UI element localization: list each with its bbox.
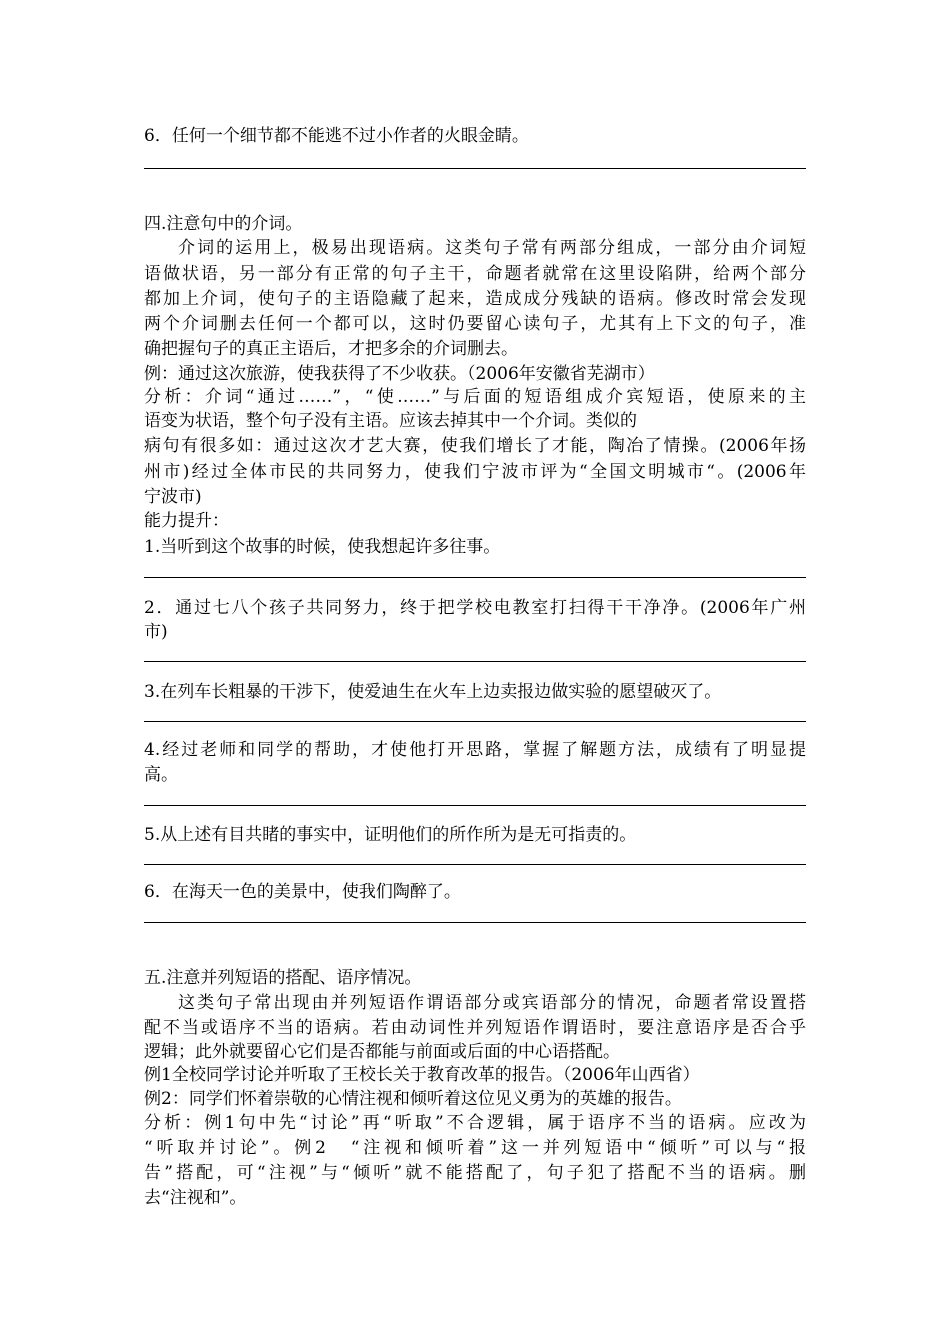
section-4-intro-line: 确把握句子的真正主语后，才把多余的介词删去。 (144, 339, 518, 359)
section-5-analysis-line: 分析：例1句中先“讨论”再“听取”不合逻辑，属于语序不当的语病。应改为 (144, 1113, 806, 1133)
section-5-example-1: 例1全校同学讨论并听取了王校长关于教育改革的报告。（2006年山西省） (144, 1065, 700, 1085)
answer-line (144, 661, 806, 662)
answer-line (144, 721, 806, 722)
answer-line (144, 577, 806, 578)
answer-line (144, 168, 806, 169)
answer-line (144, 922, 806, 923)
practice-question-5: 5.从上述有目共睹的事实中，证明他们的所作所为是无可指责的。 (144, 825, 637, 845)
section-4-intro-line: 都加上介词，使句子的主语隐藏了起来，造成成分残缺的语病。修改时常会发现 (144, 289, 806, 309)
section-5-analysis-line: “听取并讨论”。例2 “注视和倾听着”这一并列短语中“倾听”可以与“报 (144, 1138, 806, 1158)
section-5-analysis-line: 告”搭配，可“注视”与“倾听”就不能搭配了，句子犯了搭配不当的语病。删 (144, 1163, 806, 1183)
answer-line (144, 864, 806, 865)
section-5-example-2: 例2：同学们怀着崇敬的心情注视和倾听着这位见义勇为的英雄的报告。 (144, 1089, 682, 1109)
section-4-intro-line: 介词的运用上，极易出现语病。这类句子常有两部分组成，一部分由介词短 (178, 238, 806, 258)
section-5-intro-line: 逻辑；此外就要留心它们是否都能与前面或后面的中心语搭配。 (144, 1042, 620, 1062)
practice-question-4: 4.经过老师和同学的帮助，才使他打开思路，掌握了解题方法，成绩有了明显提 (144, 740, 806, 760)
practice-question-4-cont: 高。 (144, 765, 178, 785)
section-4-intro-line: 两个介词删去任何一个都可以，这时仍要留心读句子，尤其有上下文的句子，准 (144, 314, 806, 334)
section-4-heading: 四.注意句中的介词。 (144, 214, 303, 234)
section-4-analysis-line: 分析：介词“通过……”，“使……”与后面的短语组成介宾短语，使原来的主 (144, 387, 806, 407)
section-4-analysis-line: 语变为状语，整个句子没有主语。应该去掉其中一个介词。类似的 (144, 411, 637, 431)
section-5-analysis-line: 去“注视和”。 (144, 1188, 247, 1208)
section-4-intro-line: 语做状语，另一部分有正常的句子主干，命题者就常在这里设陷阱，给两个部分 (144, 264, 806, 284)
section-4-analysis-line: 病句有很多如：通过这次才艺大赛，使我们增长了才能，陶冶了情操。(2006年扬 (144, 436, 806, 456)
section-4-analysis-line: 宁波市) (144, 487, 202, 507)
question-6-prev: 6．任何一个细节都不能逃不过小作者的火眼金睛。 (144, 126, 529, 146)
practice-question-2: 2．通过七八个孩子共同努力，终于把学校电教室打扫得干干净净。(2006年广州 (144, 598, 806, 618)
practice-question-3: 3.在列车长粗暴的干涉下，使爱迪生在火车上边卖报边做实验的愿望破灭了。 (144, 682, 722, 702)
section-4-analysis-line: 州市)经过全体市民的共同努力，使我们宁波市评为“全国文明城市“。(2006年 (144, 462, 806, 482)
answer-line (144, 805, 806, 806)
section-4-example: 例：通过这次旅游，使我获得了不少收获。（2006年安徽省芜湖市） (144, 364, 655, 384)
practice-question-1: 1.当听到这个故事的时候，使我想起许多往事。 (144, 537, 501, 557)
practice-title: 能力提升： (144, 511, 229, 531)
section-5-intro-line: 配不当或语序不当的语病。若由动词性并列短语作谓语时，要注意语序是否合乎 (144, 1018, 806, 1038)
section-5-intro-line: 这类句子常出现由并列短语作谓语部分或宾语部分的情况，命题者常设置搭 (178, 993, 806, 1013)
practice-question-2-cont: 市) (144, 622, 168, 642)
practice-question-6: 6．在海天一色的美景中，使我们陶醉了。 (144, 882, 461, 902)
section-5-heading: 五.注意并列短语的搭配、语序情况。 (144, 968, 422, 988)
